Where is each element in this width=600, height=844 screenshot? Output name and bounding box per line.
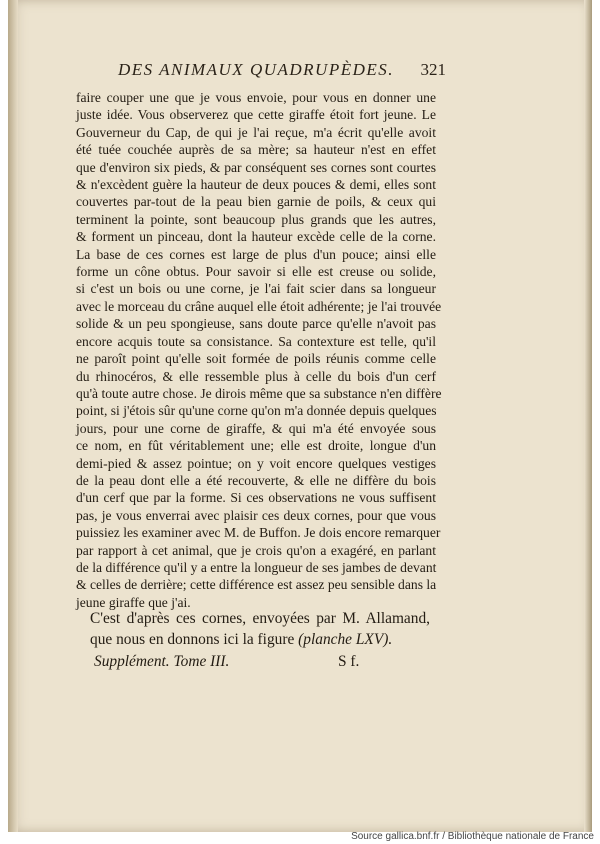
body-line: & n'excèdent guère la hauteur de deux pouces & demi, elles sont [76, 177, 436, 193]
body-line: encore acquis toute sa consistance. Sa contexture est telle, qu'il [76, 333, 436, 349]
body-line: Gouverneur du Cap, de qui je l'ai reçue, m'a écrit qu'elle avoit [76, 124, 436, 140]
body-line: juste idée. Vous observerez que cette giraffe étoit fort jeune. Le [76, 107, 436, 123]
body-line: si c'est un bois ou une corne, je l'ai fait scier dans sa longueur [76, 281, 436, 297]
body-line: pas, je vous enverrai avec plaisir ces deux cornes, pour que vous [76, 507, 436, 523]
page-gutter-shadow [8, 0, 18, 832]
body-line: & celles de derrière; cette différence est assez peu sensible dans la [76, 577, 437, 593]
body-line: que d'environ six pieds, & par conséquent ses cornes sont courtes [76, 159, 436, 175]
body-line: ce nom, en fût véritablement une; elle est droite, longue d'un [76, 438, 436, 454]
body-text [76, 89, 442, 611]
body-line: demi-pied & assez pointue; on y voit encore quelques vestiges [76, 455, 436, 471]
body-line: d'un cerf que par la forme. Si ces observations ne vous suffisent [76, 490, 436, 506]
body-line: couvertes par-tout de la peau bien garnie de poils, & ceux qui [76, 194, 436, 210]
body-line: ne paroît point qu'elle soit formée de poils réunis comme celle [76, 351, 436, 367]
caption-line-2-text: que nous en donnons ici la figure [90, 631, 299, 648]
body-line: par rapport à cet animal, que je crois qu'on a exagéré, en parlant [76, 542, 436, 558]
body-line: de la peau dont elle a été recouverte, & elle ne diffère du bois [76, 472, 436, 488]
body-line: faire couper une que je vous envoie, pour vous en donner une [76, 90, 436, 105]
page-edge [584, 0, 592, 832]
body-line: de la différence qu'il y a entre la longueur de ses jambes de devant [76, 559, 437, 575]
caption-line-1: C'est d'après ces cornes, envoyées par M. Allamand, [90, 610, 430, 627]
plate-caption [90, 608, 430, 650]
running-title: DES ANIMAUX QUADRUPÈDES. [118, 60, 395, 79]
body-line: jeune giraffe que j'ai. [76, 594, 191, 610]
source-credit: Source gallica.bnf.fr / Bibliothèque nationale de France [351, 831, 594, 842]
body-line: point, si j'étois sûr qu'une corne qu'on m'a donnée depuis quelques [76, 403, 437, 419]
volume-signature: Supplément. Tome III. [94, 653, 230, 670]
caption-line-2 [90, 629, 430, 650]
page-footer [94, 653, 394, 673]
page-number: 321 [420, 60, 446, 79]
body-line: avec le morceau du crâne auquel elle étoit adhérente; je l'ai trouvée [76, 298, 442, 314]
gathering-signature: S f. [338, 653, 360, 670]
body-line: qu'à toute autre chose. Je dirois même que sa substance n'en diffère [76, 385, 442, 401]
page-header [118, 60, 446, 82]
body-line: jours, pour une corne de giraffe, & qui m'a été envoyée sous [76, 420, 436, 436]
body-line: puissiez les examiner avec M. de Buffon. Je dois encore remarquer [76, 525, 441, 541]
body-line: terminent la pointe, sont beaucoup plus grands que les autres, [76, 211, 436, 227]
body-line: La base de ces cornes est large de plus d'un pouce; ainsi elle [76, 246, 436, 262]
body-line: été tuée couchée auprès de sa mère; sa hauteur n'est en effet [76, 142, 436, 158]
caption-plate-reference: (planche LXV). [298, 631, 393, 648]
body-line: forme un cône obtus. Pour savoir si elle est creuse ou solide, [76, 264, 436, 280]
body-line: du rhinocéros, & elle ressemble plus à celle du bois d'un cerf [76, 368, 436, 384]
body-line: solide & un peu spongieuse, sans doute parce qu'elle n'avoit pas [76, 316, 436, 332]
body-line: & forment un pinceau, dont la hauteur excède celle de la corne. [76, 229, 436, 245]
